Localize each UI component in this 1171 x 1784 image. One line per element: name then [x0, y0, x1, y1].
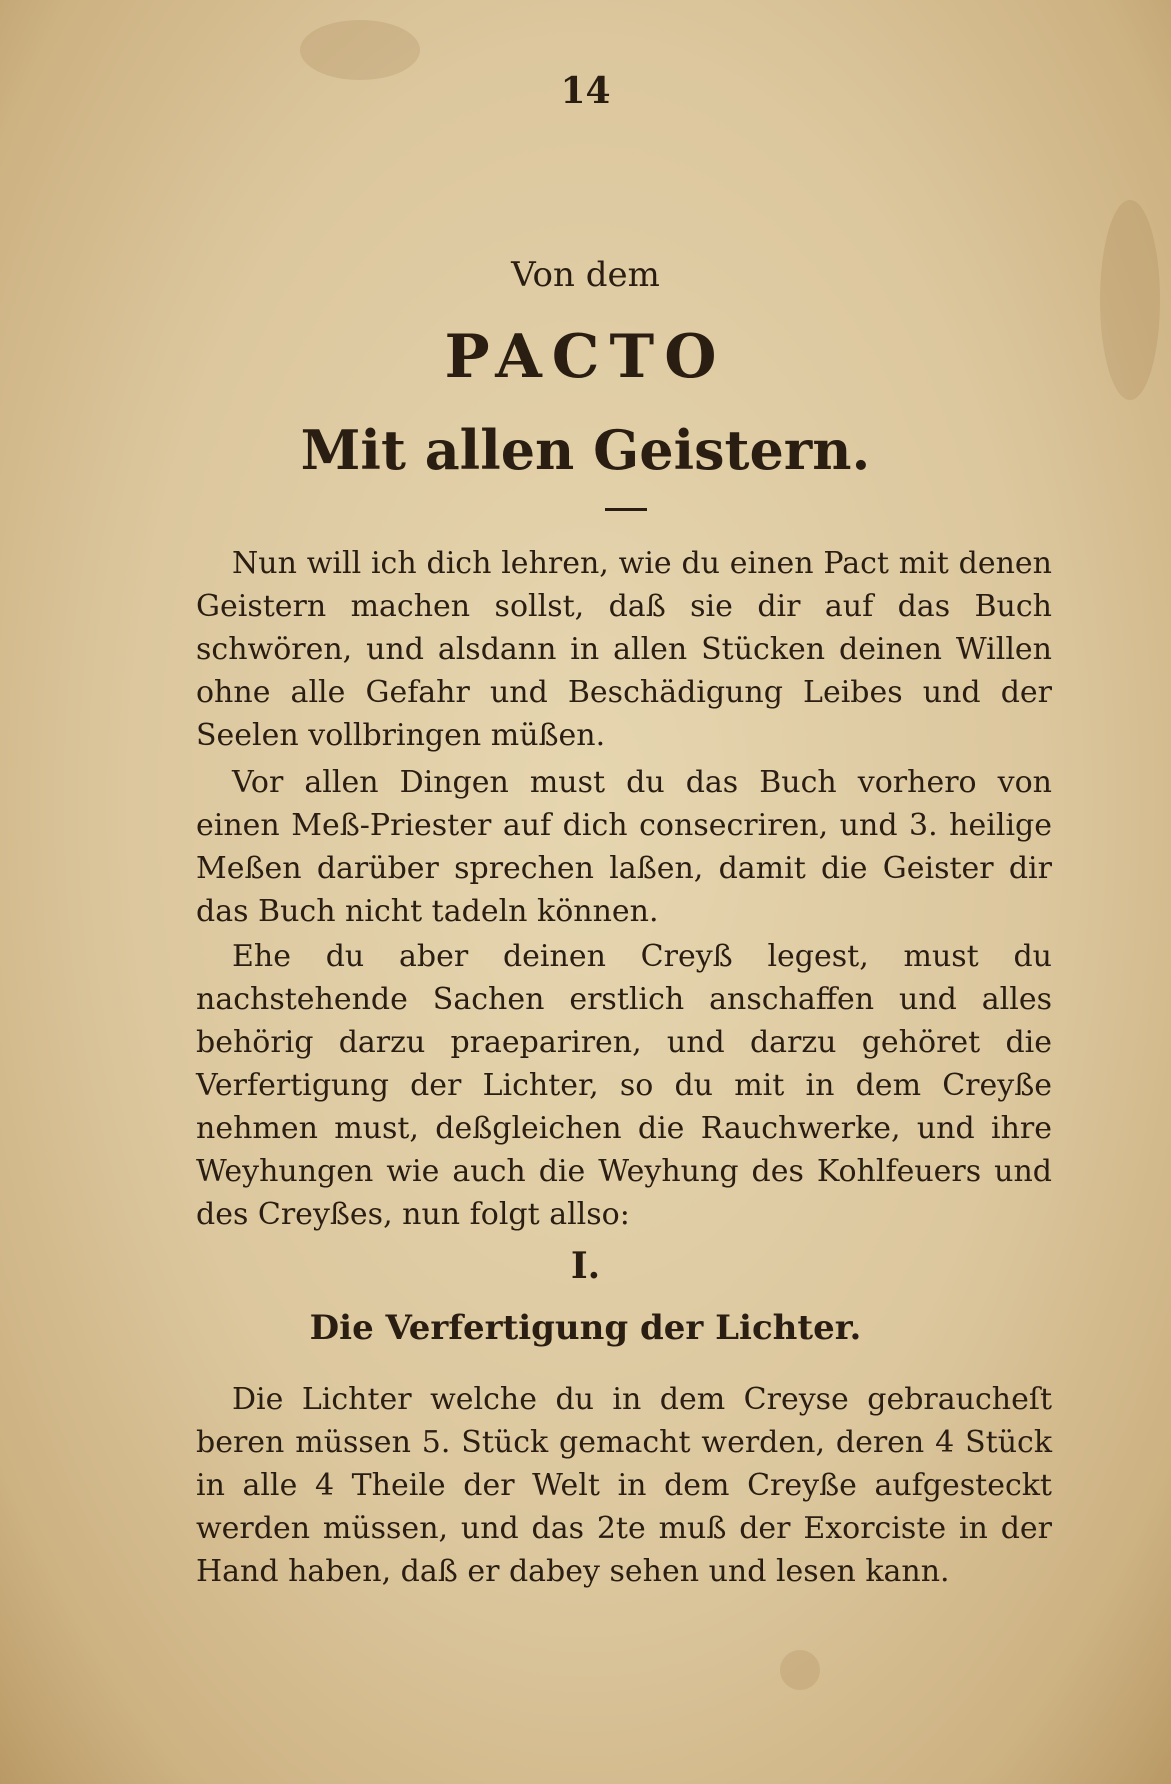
section-number: I. — [570, 1245, 601, 1287]
section-title: Die Verfertigung der Lichter. — [309, 1308, 862, 1348]
paper-stain — [780, 1650, 820, 1690]
heading-sub: Mit allen Geistern. — [300, 418, 871, 482]
paragraph-3: Ehe du aber deinen Creyß legest, must du nachstehende Sachen erstlich anschaffen und alles behörig darzu praepariren, und darzu gehöret die Verfertigung der Lichter, so du mit in dem Creyße nehmen must, deßgleichen die Rauchwerke, und ihre Weyhungen wie auch die Weyhung des Kohlfeuers und des Creyßes, nun folgt allso: — [196, 939, 1052, 1232]
paragraph-2: Vor allen Dingen must du das Buch vorhero von einen Meß-Priester auf dich consecriren, und 3. heilige Meßen darüber sprechen laßen, damit die Geister dir das Buch nicht tadeln können. — [196, 765, 1052, 929]
page-number: 14 — [560, 70, 611, 112]
heading-main: PACTO — [444, 322, 727, 392]
paragraph-1: Nun will ich dich lehren, wie du einen Pact mit denen Geistern machen sollst, daß sie dir auf das Buch schwören, und alsdann in allen Stücken deinen Willen ohne alle Gefahr und Beschädigung Leibes und der Seelen vollbringen müßen. — [196, 546, 1052, 753]
heading-from: Von dem — [511, 255, 660, 295]
section-paragraph: Die Lichter welche du in dem Creyse gebraucheſt beren müssen 5. Stück gemacht werden, deren 4 Stück in alle 4 Theile der Welt in dem Creyße aufgesteckt werden müssen, und das 2te muß der Exorciste in der Hand haben, daß er dabey sehen und lesen kann. — [196, 1382, 1052, 1589]
heading-rule — [605, 508, 647, 511]
